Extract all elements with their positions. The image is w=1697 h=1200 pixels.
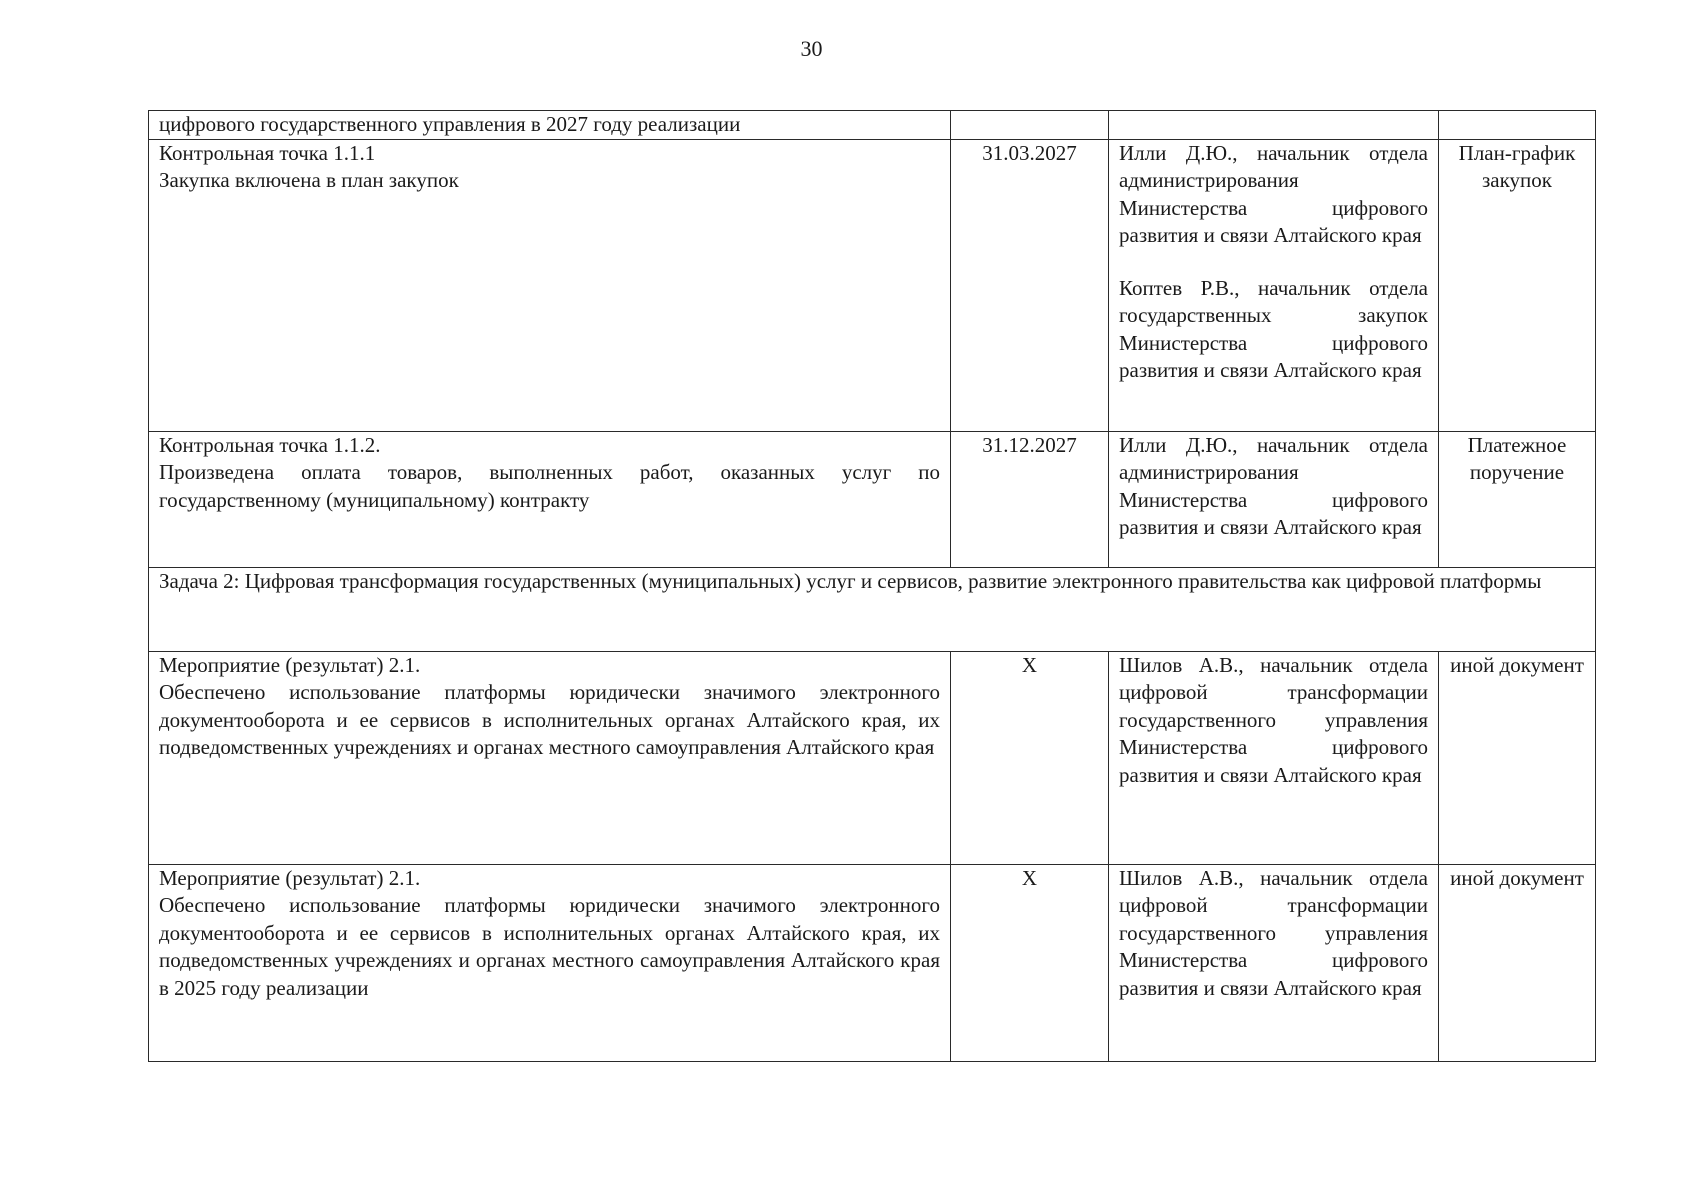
table-row — [149, 431, 1596, 567]
event-title: Мероприятие (результат) 2.1. — [159, 652, 421, 677]
event-cell — [149, 111, 951, 140]
table-row — [149, 111, 1596, 140]
event-text: Закупка включена в план закупок — [159, 168, 459, 192]
date-cell — [951, 864, 1109, 1061]
document-text: Платежное поручение — [1467, 432, 1567, 484]
table-row — [149, 139, 1596, 431]
event-cell — [149, 431, 951, 567]
page-number: 30 — [800, 36, 823, 61]
responsible-person: Шилов А.В., начальник отдела цифровой трансформации государственного управления Министерства цифрового развития и связи Алтайского края — [1119, 865, 1428, 1000]
date-text: 31.12.2027 — [982, 432, 1077, 457]
date-cell — [951, 139, 1109, 431]
date-cell — [951, 111, 1109, 140]
document-text: иной документ — [1450, 865, 1584, 890]
event-cell — [149, 651, 951, 864]
task-text: Задача 2: Цифровая трансформация государственных (муниципальных) услуг и сервисов, развитие электронного правительства как цифровой платформы — [159, 568, 1542, 593]
responsible-cell — [1109, 431, 1439, 567]
task-cell — [149, 567, 1596, 651]
date-text: Х — [1021, 652, 1038, 677]
responsible-cell — [1109, 139, 1439, 431]
document-cell — [1439, 651, 1596, 864]
document-cell — [1439, 431, 1596, 567]
responsible-person: Коптев Р.В., начальник отдела государственных закупок Министерства цифрового развития и связи Алтайского края — [1119, 275, 1428, 382]
document-text: иной документ — [1450, 652, 1584, 677]
event-title: Мероприятие (результат) 2.1. — [159, 865, 421, 890]
date-text: 31.03.2027 — [982, 140, 1077, 165]
responsible-cell — [1109, 111, 1439, 140]
table-row — [149, 864, 1596, 1061]
event-text: Обеспечено использование платформы юридически значимого электронного документооборота и ее сервисов в исполнительных органах Алтайского края, их подведомственных учреждениях и органах местного самоуправления Алтайского края в 2025 году реализации — [159, 893, 940, 1000]
document-cell — [1439, 864, 1596, 1061]
date-text: Х — [1021, 865, 1038, 890]
event-cell — [149, 864, 951, 1061]
event-text: Произведена оплата товаров, выполненных работ, оказанных услуг по государственному (муниципальному) контракту — [159, 460, 940, 512]
event-text: Обеспечено использование платформы юридически значимого электронного документооборота и ее сервисов в исполнительных органах Алтайского края, их подведомственных учреждениях и органах местного самоуправления Алтайского края — [159, 680, 940, 759]
table-row — [149, 651, 1596, 864]
date-cell — [951, 651, 1109, 864]
document-cell — [1439, 111, 1596, 140]
date-cell — [951, 431, 1109, 567]
responsible-cell — [1109, 651, 1439, 864]
responsible-person: Илли Д.Ю., начальник отдела администрирования Министерства цифрового развития и связи Алтайского края — [1119, 432, 1428, 539]
responsible-person: Шилов А.В., начальник отдела цифровой трансформации государственного управления Министерства цифрового развития и связи Алтайского края — [1119, 652, 1428, 787]
event-continuation-text: цифрового государственного управления в 2027 году реализации — [159, 112, 741, 136]
responsible-cell — [1109, 864, 1439, 1061]
implementation-plan-table — [148, 110, 1596, 1062]
document-cell — [1439, 139, 1596, 431]
event-title: Контрольная точка 1.1.2. — [159, 432, 381, 457]
document-text: План-график закупок — [1458, 140, 1576, 192]
task-row — [149, 567, 1596, 651]
event-cell — [149, 139, 951, 431]
responsible-person: Илли Д.Ю., начальник отдела администрирования Министерства цифрового развития и связи Алтайского края — [1119, 140, 1428, 247]
event-title: Контрольная точка 1.1.1 — [159, 140, 376, 165]
